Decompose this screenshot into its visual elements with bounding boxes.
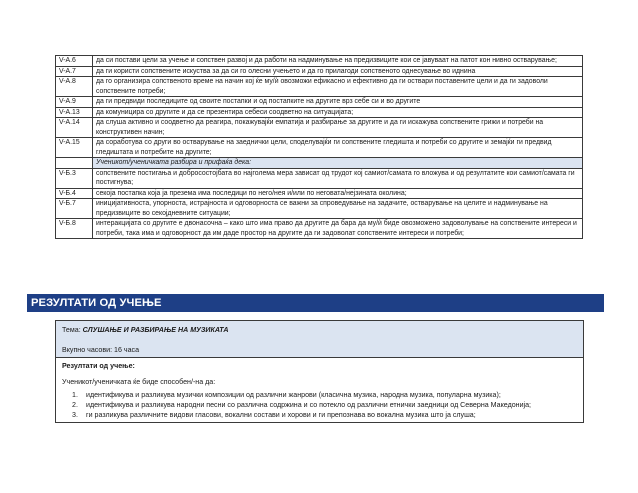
competency-code: V-A.7	[56, 66, 93, 77]
competency-text: интеракцијата со другите е двонасочна – како што има право да другите да бара да му/ѝ биде овозможено задоволување на сопствените интереси и потреби, така има и одговорност да им даде простор на другите да ги задоволат сопствените интереси и потреби;	[93, 219, 583, 239]
list-item	[72, 410, 577, 420]
competency-text: да ги користи сопствените искуства за да си го олесни учењето и да го прилагоди сопственото однесување во иднина	[93, 66, 583, 77]
table-row	[56, 219, 583, 239]
topic-line	[62, 325, 577, 335]
table-row	[56, 56, 583, 67]
competency-text: да си постави цели за учење и сопствен развој и да работи на надминување на предизвиците кои се јавуваат на патот кон нивно остварување;	[93, 56, 583, 67]
competency-code: V-A.13	[56, 107, 93, 118]
list-item-text: идентификува и разликува народни песни со различна содржина и со потекло од различни етнички заедници од Северна Македонија;	[86, 401, 532, 409]
section-title-banner: РЕЗУЛТАТИ ОД УЧЕЊЕ	[27, 294, 604, 312]
competency-text: иницијативноста, упорноста, истрајноста и одговорноста се важни за спроведување на задачите, остварување на целите и надминување на предизвиците во секојдневните ситуации;	[93, 199, 583, 219]
list-item-number: 2.	[72, 401, 78, 409]
competency-code: V-Б.8	[56, 219, 93, 239]
competency-code	[56, 158, 93, 169]
competency-code: V-A.14	[56, 118, 93, 138]
list-item	[72, 400, 577, 410]
outcomes-body	[56, 358, 583, 422]
competency-code: V-A.9	[56, 97, 93, 108]
competencies-table	[55, 55, 583, 239]
table-row	[56, 77, 583, 97]
competency-code: V-Б.3	[56, 168, 93, 188]
competency-text: да го организира сопственото време на начин кој ќе му/ѝ овозможи ефикасно и ефективно да ги оствари поставените цели и да ги задоволи сопствените потреби;	[93, 77, 583, 97]
total-hours: Вкупно часови: 16 часа	[62, 346, 140, 354]
competency-code: V-Б.7	[56, 199, 93, 219]
competency-text: да комуницира со другите и да се презентира себеси соодветно на ситуацијата;	[93, 107, 583, 118]
learning-outcomes-box	[55, 320, 584, 423]
topic-header	[56, 321, 583, 358]
outcomes-list	[62, 390, 577, 420]
competency-code: V-A.8	[56, 77, 93, 97]
list-item-text: идентификува и разликува музички композиции од различни жанрови (класична музика, народна музика, популарна музика);	[86, 391, 501, 399]
competency-subheading: Ученикот/ученичката разбира и прифаќа дека:	[93, 158, 583, 169]
outcomes-heading: Резултати од учење:	[62, 362, 135, 370]
table-row	[56, 138, 583, 158]
competency-text: секоја постапка која ја презема има последици по него/нея и/или по неговата/нејзината околина;	[93, 188, 583, 199]
competency-text: да слуша активно и соодветно да реагира, покажувајќи емпатија и разбирање за другите и да ги искажува сопствените грижи и потреби на конструктивен начин;	[93, 118, 583, 138]
competency-code: V-A.15	[56, 138, 93, 158]
table-row	[56, 168, 583, 188]
table-row	[56, 188, 583, 199]
competency-text: да соработува со други во остварување на заеднички цели, споделувајќи ги сопствените гледишта и потреби со другите и земајќи ги предвид гледиштата и потребите на другите;	[93, 138, 583, 158]
competency-text: да ги предвиди последиците од своите постапки и од постапките на другите врз себе си и во другите	[93, 97, 583, 108]
list-item	[72, 390, 577, 400]
table-subheading-row	[56, 158, 583, 169]
list-item-number: 3.	[72, 411, 78, 419]
list-item-text: ги разликува различните видови гласови, вокални состави и хорови и ги препознава во вокална музика што ја слуша;	[86, 411, 476, 419]
table-row	[56, 66, 583, 77]
competency-text: сопствените постигања и добросостојбата во најголема мера зависат од трудот кој самиот/самата го вложува и од резултатите кои самиот/самата ги постигнува;	[93, 168, 583, 188]
competency-code: V-A.6	[56, 56, 93, 67]
list-item-number: 1.	[72, 391, 78, 399]
topic-name: СЛУШАЊЕ И РАЗБИРАЊЕ НА МУЗИКАТА	[82, 326, 229, 334]
table-row	[56, 118, 583, 138]
table-row	[56, 97, 583, 108]
outcomes-intro: Ученикот/ученичката ќе биде способен/-на да:	[62, 378, 216, 386]
competency-code: V-Б.4	[56, 188, 93, 199]
table-row	[56, 107, 583, 118]
table-row	[56, 199, 583, 219]
topic-label: Тема:	[62, 326, 83, 334]
